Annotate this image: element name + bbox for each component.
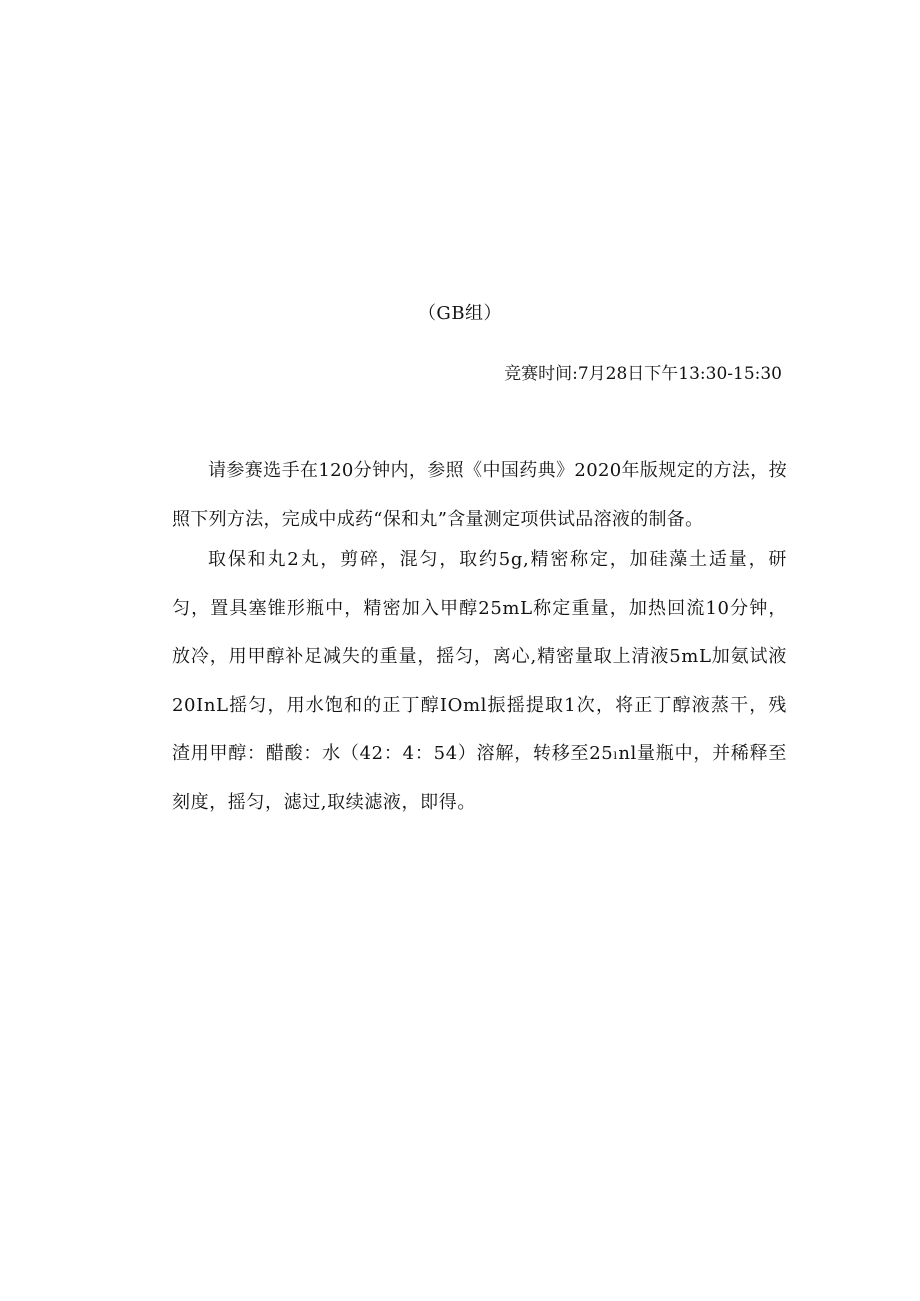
- competition-time: 竞赛时间:7月28日下午13:30-15:30: [504, 364, 782, 384]
- method-paragraph: 取保和丸2丸，剪碎，混匀，取约5g,精密称定，加硅藻土适量，研匀，置具塞锥形瓶中，精密加入甲醇25mL称定重量，加热回流10分钟，放冷，用甲醇补足减失的重量，摇匀，离心,精密量取上清液5mL加氨试液20InL摇匀，用水饱和的正丁醇IOml振摇提取1次，将正丁醇液蒸干，残渣用甲醇：醋酸：水（42：4：54）溶解，转移至25ₗnl量瓶中，并稀释至刻度，摇匀，滤过,取续滤液，即得。: [172, 549, 787, 813]
- group-title: （GB组）: [417, 303, 503, 324]
- intro-paragraph: 请参赛选手在120分钟内，参照《中国药典》2020年版规定的方法，按照下列方法，完成中成药“保和丸”含量测定项供试品溶液的制备。: [172, 460, 787, 530]
- method-block: [172, 536, 787, 827]
- intro-block: [172, 446, 787, 544]
